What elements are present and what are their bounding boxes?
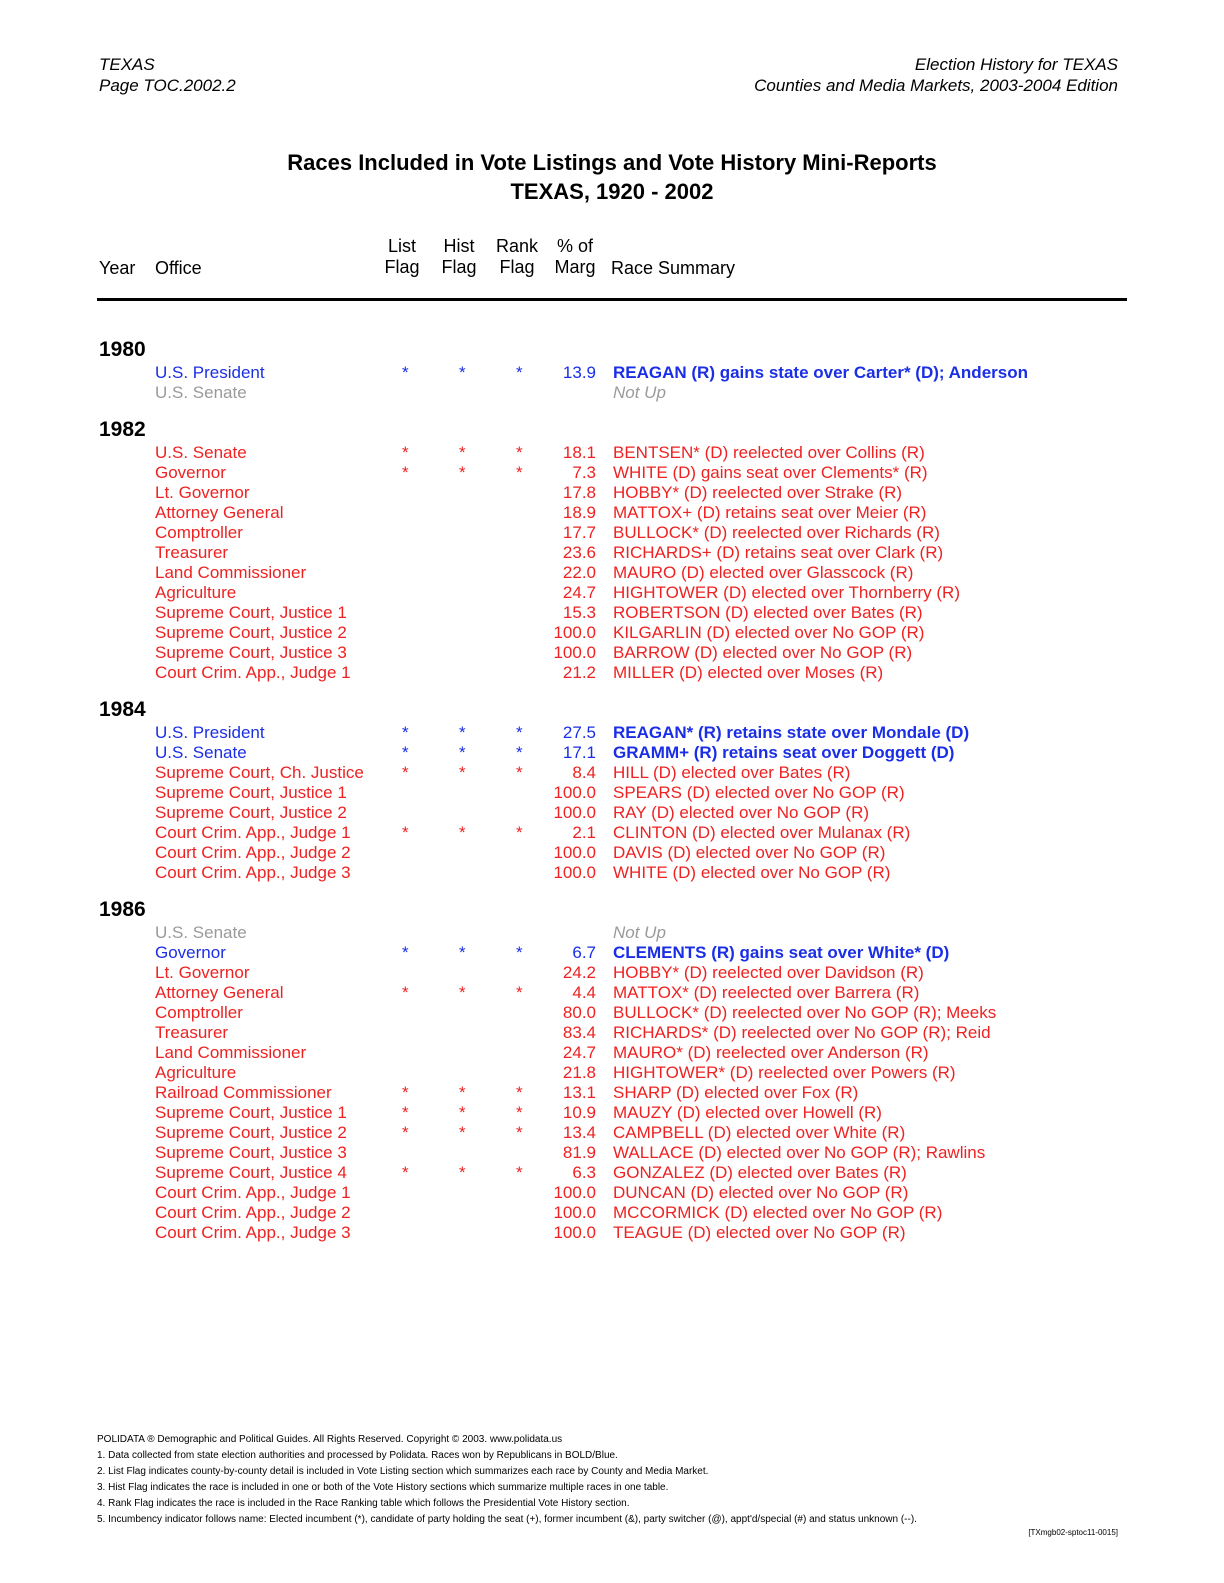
race-summary: WALLACE (D) elected over No GOP (R); Rawlins <box>613 1143 986 1162</box>
margin-value: 7.3 <box>572 463 596 482</box>
list-flag: * <box>402 1083 409 1102</box>
margin-value: 8.4 <box>572 763 596 782</box>
list-flag: * <box>402 443 409 462</box>
margin-value: 13.9 <box>562 363 596 382</box>
margin-value: 100.0 <box>553 803 596 822</box>
margin-value: 100.0 <box>553 643 596 662</box>
margin-value: 100.0 <box>553 863 596 882</box>
race-summary: SHARP (D) elected over Fox (R) <box>613 1083 859 1102</box>
race-summary: Not Up <box>613 383 666 402</box>
race-office: U.S. President <box>155 723 265 742</box>
race-summary: GRAMM+ (R) retains seat over Doggett (D) <box>613 743 955 762</box>
race-row <box>0 503 1224 523</box>
column-header-margin <box>553 236 597 278</box>
year-heading: 1982 <box>99 418 146 441</box>
margin-value: 17.1 <box>562 743 596 762</box>
race-row <box>0 963 1224 983</box>
footnote-5: 5. Incumbency indicator follows name: Elected incumbent (*), candidate of party holding the seat (+), former incumbent (&), party switcher (@), appt'd/special (#) and status unknown (--). <box>97 1514 917 1525</box>
race-office: Lt. Governor <box>155 483 250 502</box>
page-header-right <box>754 54 1118 96</box>
column-header-list-flag-line1: List <box>387 236 416 256</box>
race-row <box>0 563 1224 583</box>
race-office: Attorney General <box>155 983 284 1002</box>
race-summary: DUNCAN (D) elected over No GOP (R) <box>613 1183 909 1202</box>
page-header-left <box>99 54 236 96</box>
race-row <box>0 383 1224 403</box>
race-row <box>0 1163 1224 1183</box>
race-row <box>0 643 1224 663</box>
hist-flag: * <box>459 1123 466 1142</box>
race-row <box>0 783 1224 803</box>
race-office: Comptroller <box>155 523 243 542</box>
race-summary: MAUZY (D) elected over Howell (R) <box>613 1103 882 1122</box>
margin-value: 81.9 <box>562 1143 596 1162</box>
race-office: Railroad Commissioner <box>155 1083 332 1102</box>
hist-flag: * <box>459 763 466 782</box>
margin-value: 100.0 <box>553 1223 596 1242</box>
rank-flag: * <box>516 443 523 462</box>
race-summary: HIGHTOWER (D) elected over Thornberry (R) <box>613 583 960 602</box>
hist-flag: * <box>459 443 466 462</box>
race-office: Attorney General <box>155 503 284 522</box>
column-header-hist-flag-line2: Flag <box>441 257 477 277</box>
year-heading: 1984 <box>99 698 146 721</box>
rank-flag: * <box>516 1123 523 1142</box>
margin-value: 27.5 <box>562 723 596 742</box>
race-summary: RAY (D) elected over No GOP (R) <box>613 803 870 822</box>
race-office: Court Crim. App., Judge 1 <box>155 663 351 682</box>
race-summary: KILGARLIN (D) elected over No GOP (R) <box>613 623 925 642</box>
race-row <box>0 803 1224 823</box>
column-header-office: Office <box>155 258 202 278</box>
race-row <box>0 663 1224 683</box>
race-office: Supreme Court, Justice 1 <box>155 783 347 802</box>
column-header-rank-flag <box>495 236 539 278</box>
rank-flag: * <box>516 1163 523 1182</box>
footnote-2: 2. List Flag indicates county-by-county detail is included in Vote Listing section which summarizes each race by County and Media Market. <box>97 1466 709 1477</box>
list-flag: * <box>402 983 409 1002</box>
race-row <box>0 863 1224 883</box>
race-row <box>0 583 1224 603</box>
race-office: Treasurer <box>155 543 229 562</box>
race-summary: BARROW (D) elected over No GOP (R) <box>613 643 913 662</box>
race-office: Court Crim. App., Judge 2 <box>155 843 351 862</box>
column-header-margin-line2: Marg <box>554 257 596 277</box>
race-row <box>0 823 1224 843</box>
race-row <box>0 523 1224 543</box>
race-summary: CLEMENTS (R) gains seat over White* (D) <box>613 943 950 962</box>
race-office: Supreme Court, Justice 4 <box>155 1163 347 1182</box>
margin-value: 24.7 <box>562 1043 596 1062</box>
hist-flag: * <box>459 1083 466 1102</box>
race-summary: RICHARDS* (D) reelected over No GOP (R); Reid <box>613 1023 991 1042</box>
race-office: U.S. Senate <box>155 923 247 942</box>
footnote-4: 4. Rank Flag indicates the race is included in the Race Ranking table which follows the Presidential Vote History section. <box>97 1498 630 1509</box>
margin-value: 100.0 <box>553 843 596 862</box>
margin-value: 6.7 <box>572 943 596 962</box>
race-row <box>0 1123 1224 1143</box>
race-row <box>0 363 1224 383</box>
list-flag: * <box>402 763 409 782</box>
column-header-rank-flag-line1: Rank <box>495 236 539 256</box>
rank-flag: * <box>516 743 523 762</box>
race-summary: HOBBY* (D) reelected over Davidson (R) <box>613 963 924 982</box>
hist-flag: * <box>459 1103 466 1122</box>
race-summary: MCCORMICK (D) elected over No GOP (R) <box>613 1203 943 1222</box>
race-office: Supreme Court, Justice 3 <box>155 1143 347 1162</box>
race-summary: HIGHTOWER* (D) reelected over Powers (R) <box>613 1063 956 1082</box>
list-flag: * <box>402 463 409 482</box>
document-code: [TXmgb02-sptoc11-0015] <box>1028 1528 1118 1537</box>
list-flag: * <box>402 1163 409 1182</box>
page-title-line1: Races Included in Vote Listings and Vote History Mini-Reports <box>287 150 937 175</box>
race-summary: REAGAN* (R) retains state over Mondale (D) <box>613 723 970 742</box>
race-summary: BULLOCK* (D) reelected over No GOP (R); Meeks <box>613 1003 997 1022</box>
race-row <box>0 983 1224 1003</box>
hist-flag: * <box>459 363 466 382</box>
margin-value: 21.8 <box>562 1063 596 1082</box>
rank-flag: * <box>516 823 523 842</box>
footnote-1: 1. Data collected from state election authorities and processed by Polidata. Races won by Republicans in BOLD/Blue. <box>97 1450 618 1461</box>
race-office: Court Crim. App., Judge 1 <box>155 823 351 842</box>
race-row <box>0 743 1224 763</box>
column-header-margin-line1: % of <box>556 236 594 256</box>
margin-value: 13.1 <box>562 1083 596 1102</box>
race-summary: MATTOX+ (D) retains seat over Meier (R) <box>613 503 927 522</box>
margin-value: 10.9 <box>562 1103 596 1122</box>
race-office: Court Crim. App., Judge 1 <box>155 1183 351 1202</box>
race-office: Agriculture <box>155 583 237 602</box>
rank-flag: * <box>516 1083 523 1102</box>
race-row <box>0 463 1224 483</box>
hist-flag: * <box>459 463 466 482</box>
race-row <box>0 1183 1224 1203</box>
race-office: Governor <box>155 463 226 482</box>
column-header-list-flag <box>383 236 421 278</box>
race-row <box>0 1143 1224 1163</box>
footnote-copyright: POLIDATA ® Demographic and Political Guides. All Rights Reserved. Copyright © 2003. www.polidata.us <box>97 1434 563 1445</box>
race-office: Agriculture <box>155 1063 237 1082</box>
race-office: Supreme Court, Justice 2 <box>155 1123 347 1142</box>
race-office: Land Commissioner <box>155 1043 307 1062</box>
race-row <box>0 1103 1224 1123</box>
race-office: Lt. Governor <box>155 963 250 982</box>
rank-flag: * <box>516 723 523 742</box>
edition-label: Counties and Media Markets, 2003-2004 Edition <box>754 76 1118 95</box>
race-summary: DAVIS (D) elected over No GOP (R) <box>613 843 886 862</box>
rank-flag: * <box>516 363 523 382</box>
race-office: Court Crim. App., Judge 3 <box>155 1223 351 1242</box>
margin-value: 18.1 <box>562 443 596 462</box>
race-row <box>0 943 1224 963</box>
rank-flag: * <box>516 943 523 962</box>
rank-flag: * <box>516 763 523 782</box>
column-header-hist-flag-line1: Hist <box>443 236 475 256</box>
race-row <box>0 1003 1224 1023</box>
race-row <box>0 1223 1224 1243</box>
list-flag: * <box>402 943 409 962</box>
race-office: Supreme Court, Justice 1 <box>155 1103 347 1122</box>
footnote-3: 3. Hist Flag indicates the race is included in one or both of the Vote History sections which summarize multiple races in one table. <box>97 1482 669 1493</box>
race-office: Comptroller <box>155 1003 243 1022</box>
race-summary: CLINTON (D) elected over Mulanax (R) <box>613 823 911 842</box>
margin-value: 100.0 <box>553 1203 596 1222</box>
race-row <box>0 623 1224 643</box>
race-summary: BENTSEN* (D) reelected over Collins (R) <box>613 443 925 462</box>
state-label: TEXAS <box>99 55 155 74</box>
list-flag: * <box>402 823 409 842</box>
race-row <box>0 763 1224 783</box>
race-row <box>0 1063 1224 1083</box>
list-flag: * <box>402 1103 409 1122</box>
hist-flag: * <box>459 943 466 962</box>
margin-value: 24.2 <box>562 963 596 982</box>
margin-value: 17.7 <box>562 523 596 542</box>
page-number: Page TOC.2002.2 <box>99 76 236 95</box>
race-office: Supreme Court, Justice 2 <box>155 623 347 642</box>
race-summary: WHITE (D) elected over No GOP (R) <box>613 863 891 882</box>
race-row <box>0 1043 1224 1063</box>
race-office: Treasurer <box>155 1023 229 1042</box>
race-row <box>0 603 1224 623</box>
list-flag: * <box>402 1123 409 1142</box>
race-row <box>0 1083 1224 1103</box>
race-office: U.S. President <box>155 363 265 382</box>
race-office: Court Crim. App., Judge 2 <box>155 1203 351 1222</box>
rank-flag: * <box>516 463 523 482</box>
race-row <box>0 923 1224 943</box>
race-row <box>0 1023 1224 1043</box>
hist-flag: * <box>459 1163 466 1182</box>
race-office: Supreme Court, Justice 1 <box>155 603 347 622</box>
race-summary: Not Up <box>613 923 666 942</box>
race-row <box>0 843 1224 863</box>
hist-flag: * <box>459 723 466 742</box>
race-summary: ROBERTSON (D) elected over Bates (R) <box>613 603 923 622</box>
year-heading: 1980 <box>99 338 146 361</box>
race-row <box>0 543 1224 563</box>
margin-value: 24.7 <box>562 583 596 602</box>
race-office: Supreme Court, Justice 2 <box>155 803 347 822</box>
column-header-race-summary: Race Summary <box>611 258 736 278</box>
race-office: U.S. Senate <box>155 743 247 762</box>
race-row <box>0 483 1224 503</box>
margin-value: 83.4 <box>562 1023 596 1042</box>
margin-value: 17.8 <box>562 483 596 502</box>
page-title-line2: TEXAS, 1920 - 2002 <box>510 179 714 204</box>
race-row <box>0 1203 1224 1223</box>
year-heading: 1986 <box>99 898 146 921</box>
hist-flag: * <box>459 823 466 842</box>
race-summary: HILL (D) elected over Bates (R) <box>613 763 851 782</box>
margin-value: 100.0 <box>553 783 596 802</box>
race-summary: BULLOCK* (D) reelected over Richards (R) <box>613 523 940 542</box>
race-summary: TEAGUE (D) elected over No GOP (R) <box>613 1223 906 1242</box>
race-summary: MAURO* (D) reelected over Anderson (R) <box>613 1043 929 1062</box>
race-summary: HOBBY* (D) reelected over Strake (R) <box>613 483 903 502</box>
race-office: U.S. Senate <box>155 383 247 402</box>
rank-flag: * <box>516 983 523 1002</box>
margin-value: 6.3 <box>572 1163 596 1182</box>
race-summary: GONZALEZ (D) elected over Bates (R) <box>613 1163 907 1182</box>
race-listing <box>0 337 1224 1243</box>
race-row <box>0 723 1224 743</box>
list-flag: * <box>402 723 409 742</box>
footnotes <box>97 1432 1127 1528</box>
hist-flag: * <box>459 983 466 1002</box>
hist-flag: * <box>459 743 466 762</box>
margin-value: 22.0 <box>562 563 596 582</box>
race-summary: MATTOX* (D) reelected over Barrera (R) <box>613 983 920 1002</box>
list-flag: * <box>402 743 409 762</box>
race-office: Supreme Court, Justice 3 <box>155 643 347 662</box>
column-header-hist-flag <box>439 236 479 278</box>
header-divider <box>97 298 1127 301</box>
margin-value: 18.9 <box>562 503 596 522</box>
race-summary: WHITE (D) gains seat over Clements* (R) <box>613 463 928 482</box>
race-office: Land Commissioner <box>155 563 307 582</box>
margin-value: 2.1 <box>572 823 596 842</box>
column-header-rank-flag-line2: Flag <box>499 257 535 277</box>
race-summary: CAMPBELL (D) elected over White (R) <box>613 1123 906 1142</box>
margin-value: 100.0 <box>553 1183 596 1202</box>
list-flag: * <box>402 363 409 382</box>
race-summary: MILLER (D) elected over Moses (R) <box>613 663 884 682</box>
margin-value: 13.4 <box>562 1123 596 1142</box>
margin-value: 80.0 <box>562 1003 596 1022</box>
page-title <box>0 148 1224 206</box>
race-office: Supreme Court, Ch. Justice <box>155 763 364 782</box>
race-summary: MAURO (D) elected over Glasscock (R) <box>613 563 914 582</box>
column-header-year: Year <box>99 258 136 278</box>
margin-value: 100.0 <box>553 623 596 642</box>
column-header-list-flag-line2: Flag <box>384 257 420 277</box>
race-office: U.S. Senate <box>155 443 247 462</box>
margin-value: 15.3 <box>562 603 596 622</box>
race-office: Court Crim. App., Judge 3 <box>155 863 351 882</box>
race-summary: RICHARDS+ (D) retains seat over Clark (R) <box>613 543 944 562</box>
report-title: Election History for TEXAS <box>914 55 1118 74</box>
race-summary: SPEARS (D) elected over No GOP (R) <box>613 783 905 802</box>
race-summary: REAGAN (R) gains state over Carter* (D); Anderson <box>613 363 1028 382</box>
rank-flag: * <box>516 1103 523 1122</box>
margin-value: 21.2 <box>562 663 596 682</box>
race-office: Governor <box>155 943 226 962</box>
race-row <box>0 443 1224 463</box>
margin-value: 23.6 <box>562 543 596 562</box>
margin-value: 4.4 <box>572 983 596 1002</box>
